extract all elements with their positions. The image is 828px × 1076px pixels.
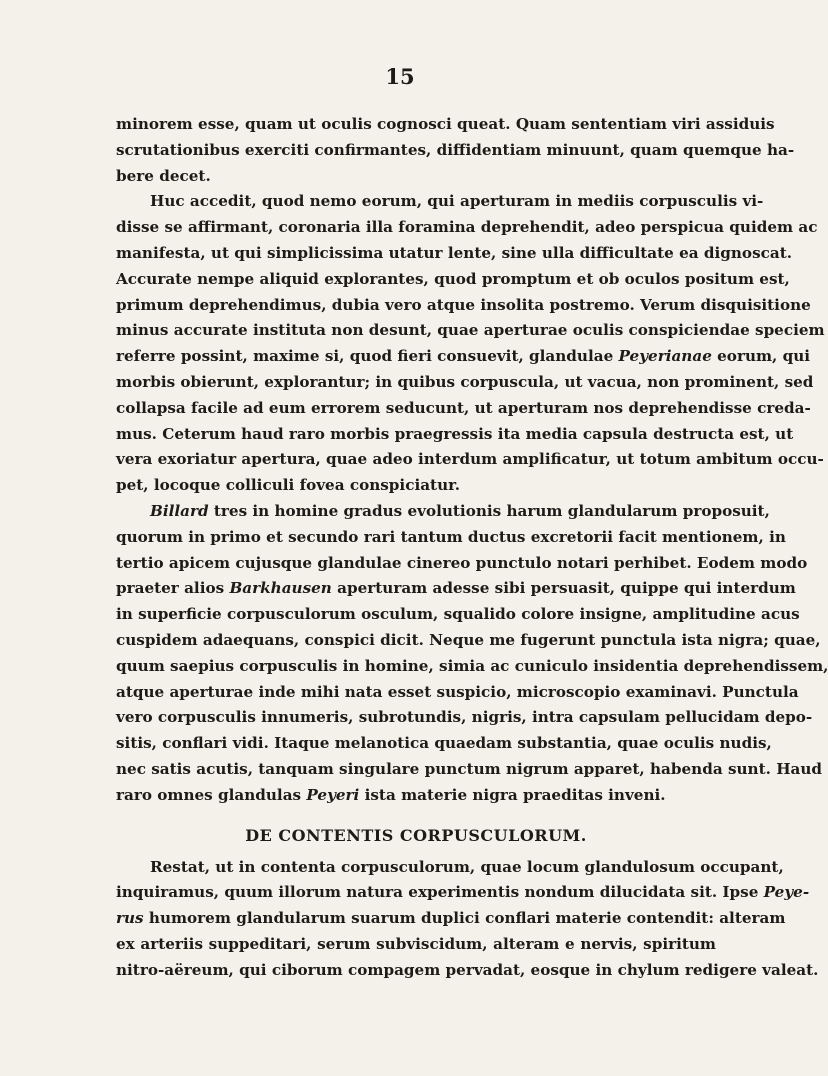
section-heading: DE CONTENTIS CORPUSCULORUM. bbox=[245, 825, 587, 845]
text-line: quorum in primo et secundo rari tantum ductus excretorii facit mentionem, in bbox=[116, 527, 786, 546]
text-line: ex arteriis suppeditari, serum subviscidum, alteram e nervis, spiritum bbox=[116, 934, 716, 953]
text-line: pet, locoque colliculi fovea conspiciatur. bbox=[116, 476, 461, 495]
text-line: collapsa facile ad eum errorem seducunt, ut aperturam nos deprehendisse creda- bbox=[116, 398, 811, 417]
paragraph-block-1 bbox=[116, 112, 828, 809]
text-line: cuspidem adaequans, conspici dicit. Neque me fugerunt punctula ista nigra; quae, bbox=[116, 630, 821, 649]
text-line: quum saepius corpusculis in homine, simia ac cuniculo insidentia deprehendissem, bbox=[116, 656, 828, 675]
text-line: inquiramus, quum illorum natura experimentis nondum dilucidata sit. Ipse Peye- bbox=[116, 883, 810, 902]
paragraph-block-2 bbox=[116, 855, 819, 984]
text-line: minus accurate instituta non desunt, quae aperturae oculis conspiciendae speciem bbox=[116, 321, 825, 340]
text-line: manifesta, ut qui simplicissima utatur lente, sine ulla difficultate ea dignoscat. bbox=[116, 243, 793, 262]
text-line: rus humorem glandularum suarum duplici conflari materie contendit: alteram bbox=[116, 909, 786, 928]
text-line: Huc accedit, quod nemo eorum, qui aperturam in mediis corpusculis vi- bbox=[150, 192, 764, 211]
text-line: bere decet. bbox=[116, 166, 211, 185]
body-text bbox=[116, 112, 828, 984]
text-line: Restat, ut in contenta corpusculorum, quae locum glandulosum occupant, bbox=[150, 857, 784, 876]
text-line: raro omnes glandulas Peyeri ista materie nigra praeditas inveni. bbox=[116, 785, 666, 804]
text-line: Billard tres in homine gradus evolutionis harum glandularum proposuit, bbox=[150, 501, 770, 520]
text-line: atque aperturae inde mihi nata esset suspicio, microscopio examinavi. Punctula bbox=[116, 682, 799, 701]
text-line: morbis obierunt, explorantur; in quibus corpuscula, ut vacua, non prominent, sed bbox=[116, 372, 814, 391]
text-line: praeter alios Barkhausen aperturam adesse sibi persuasit, quippe qui interdum bbox=[116, 579, 796, 598]
text-line: tertio apicem cujusque glandulae cinereo punctulo notari perhibet. Eodem modo bbox=[116, 553, 808, 572]
text-line: disse se affirmant, coronaria illa foramina deprehendit, adeo perspicua quidem ac bbox=[116, 218, 818, 237]
text-line: Accurate nempe aliquid explorantes, quod promptum et ob oculos positum est, bbox=[116, 269, 790, 288]
text-line: scrutationibus exerciti confirmantes, diffidentiam minuunt, quam quemque ha- bbox=[116, 140, 795, 159]
page-number: 15 bbox=[385, 64, 415, 89]
text-line: sitis, conflari vidi. Itaque melanotica quaedam substantia, quae oculis nudis, bbox=[116, 734, 772, 753]
text-line: mus. Ceterum haud raro morbis praegressis ita media capsula destructa est, ut bbox=[116, 424, 794, 443]
text-line: nitro-aëreum, qui ciborum compagem pervadat, eosque in chylum redigere valeat. bbox=[116, 960, 819, 979]
text-line: referre possint, maxime si, quod fieri consuevit, glandulae Peyerianae eorum, qui bbox=[116, 347, 811, 366]
text-line: minorem esse, quam ut oculis cognosci queat. Quam sententiam viri assiduis bbox=[116, 115, 775, 133]
text-line: nec satis acutis, tanquam singulare punctum nigrum apparet, habenda sunt. Haud bbox=[116, 759, 823, 778]
text-line: vera exoriatur apertura, quae adeo interdum amplificatur, ut totum ambitum occu- bbox=[116, 450, 824, 469]
text-line: vero corpusculis innumeris, subrotundis, nigris, intra capsulam pellucidam depo- bbox=[116, 708, 813, 727]
text-line: primum deprehendimus, dubia vero atque insolita postremo. Verum disquisitione bbox=[116, 295, 811, 314]
text-line: in superficie corpusculorum osculum, squalido colore insigne, amplitudine acus bbox=[116, 605, 800, 624]
